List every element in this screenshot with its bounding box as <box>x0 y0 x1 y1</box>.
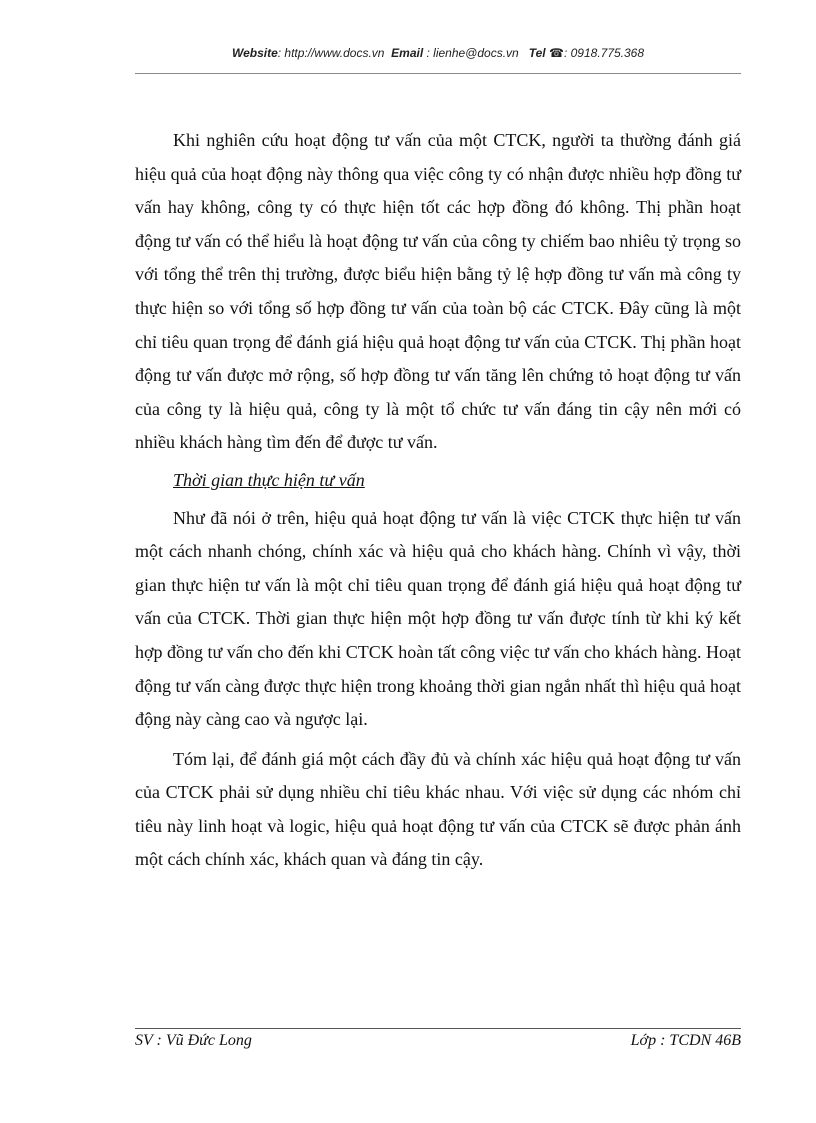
email-value: : lienhe@docs.vn <box>423 46 519 60</box>
website-value: : http://www.docs.vn <box>277 46 385 60</box>
footer-divider <box>135 1028 741 1029</box>
page-footer <box>135 1032 741 1050</box>
tel-value: : 0918.775.368 <box>563 46 645 60</box>
website-label: Website <box>231 46 278 60</box>
paragraph-1: Khi nghiên cứu hoạt động tư vấn của một CTCK, người ta thường đánh giá hiệu quả của hoạt động này thông qua việc công ty có nhận được nhiều hợp đồng tư vấn hay không, công ty có thực hiện tốt các hợp đồng đó không. Thị phần hoạt động tư vấn có thể hiểu là hoạt động tư vấn của công ty chiếm bao nhiêu tỷ trọng so với tổng thể trên thị trường, được biểu hiện bằng tỷ lệ hợp đồng tư vấn mà công ty thực hiện so với tổng số hợp đồng tư vấn của toàn bộ các CTCK. Đây cũng là một chỉ tiêu quan trọng để đánh giá hiệu quả hoạt động tư vấn của CTCK. Thị phần hoạt động tư vấn được mở rộng, số hợp đồng tư vấn tăng lên chứng tỏ hoạt động tư vấn của công ty là hiệu quả, công ty là một tổ chức tư vấn đáng tin cậy nên mới có nhiều khách hàng tìm đến để được tư vấn. <box>135 130 741 453</box>
class-name: Lớp : TCDN 46B <box>630 1032 741 1049</box>
paragraph-3: Tóm lại, để đánh giá một cách đầy đủ và chính xác hiệu quả hoạt động tư vấn của CTCK phải sử dụng nhiều chỉ tiêu khác nhau. Với việc sử dụng các nhóm chỉ tiêu này linh hoạt và logic, hiệu quả hoạt động tư vấn của CTCK sẽ được phản ánh một cách chính xác, khách quan và đáng tin cậy. <box>135 748 741 870</box>
page-header <box>135 46 741 60</box>
header-divider <box>135 73 741 74</box>
email-label: Email <box>391 46 424 60</box>
section-subheading: Thời gian thực hiện tư vấn <box>173 469 365 490</box>
paragraph-2: Như đã nói ở trên, hiệu quả hoạt động tư vấn là việc CTCK thực hiện tư vấn một cách nhanh chóng, chính xác và hiệu quả cho khách hàng. Chính vì vậy, thời gian thực hiện tư vấn là một chỉ tiêu quan trọng để đánh giá hiệu quả hoạt động tư vấn của CTCK. Thời gian thực hiện một hợp đồng tư vấn được tính từ khi ký kết hợp đồng tư vấn cho đến khi CTCK hoàn tất công việc tư vấn cho khách hàng. Hoạt động tư vấn càng được thực hiện trong khoảng thời gian ngắn nhất thì hiệu quả hoạt động này càng cao và ngược lại. <box>135 507 741 730</box>
document-body <box>135 124 741 877</box>
phone-icon: ☎ <box>549 46 564 60</box>
student-name: SV : Vũ Đức Long <box>135 1032 252 1049</box>
tel-label: Tel <box>528 46 546 60</box>
